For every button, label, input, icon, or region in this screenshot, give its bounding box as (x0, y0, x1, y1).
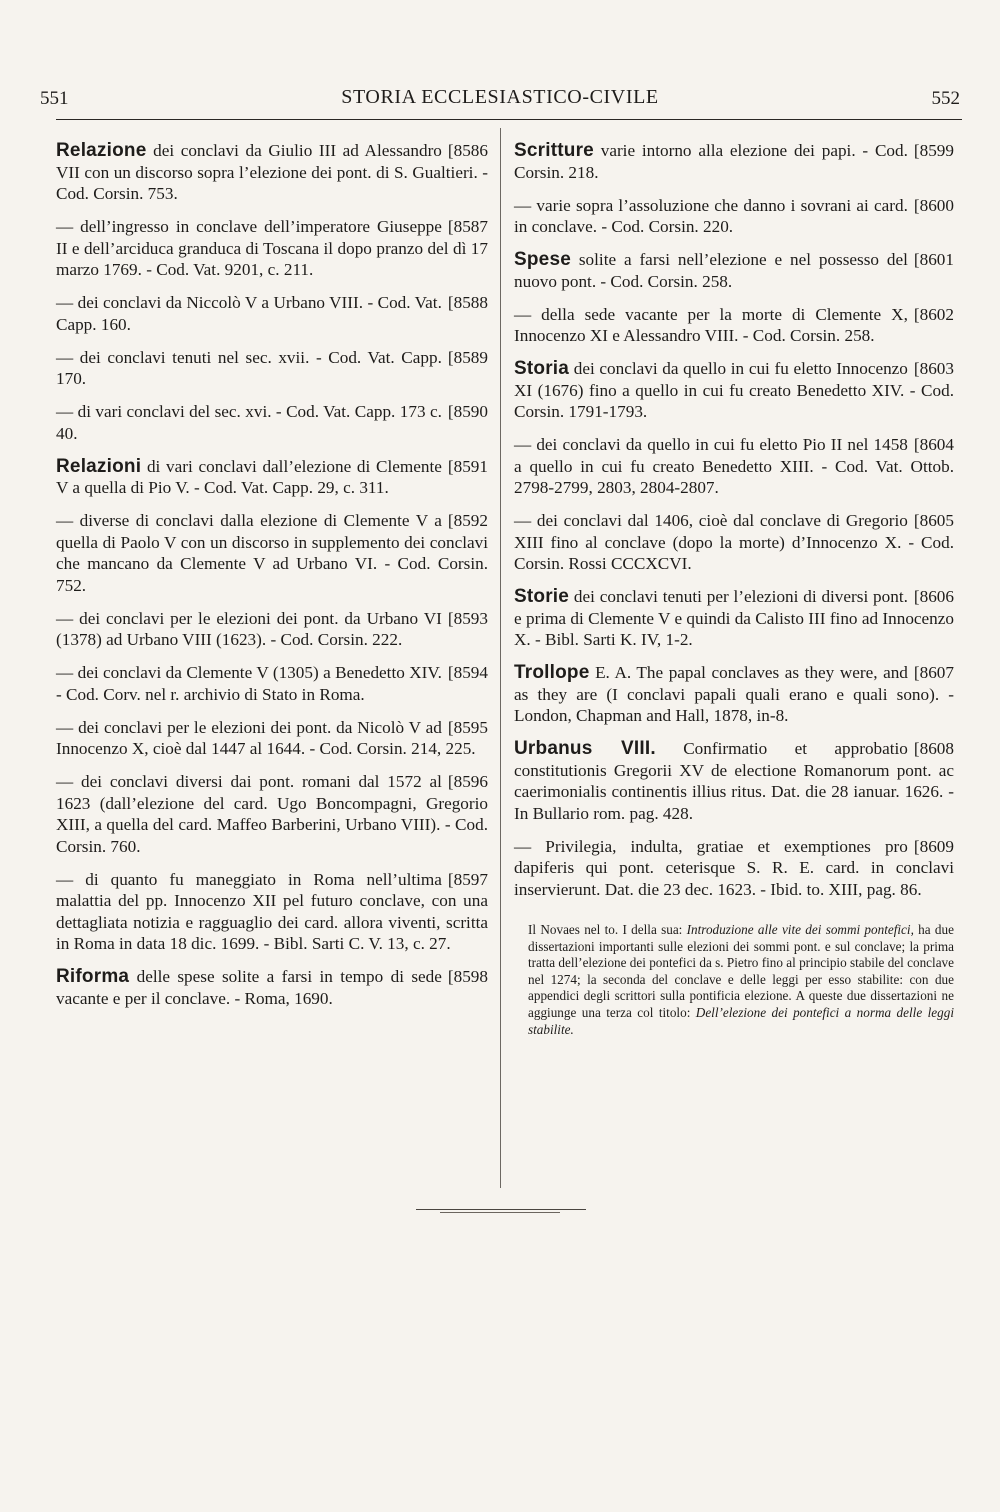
bibliography-entry (56, 347, 488, 390)
entry-text: — dei conclavi per le elezioni dei pont. da Urbano VI (1378) ad Urbano VIII (1623). - Cod. Corsin. 222. (56, 608, 442, 649)
entry-heading: Scritture (514, 140, 594, 161)
bibliography-entry (56, 608, 488, 651)
entry-number: [8601 (913, 250, 954, 269)
entry-text: varie intorno alla elezione dei papi. - Cod. Corsin. 218. (514, 141, 908, 182)
entry-text: — dei conclavi da quello in cui fu eletto Pio II nel 1458 a quello in cui fu creato Benedetto XIII. - Cod. Vat. Ottob. 2798-2799, 2803, 2804-2807. (514, 435, 954, 497)
entry-number: [8605 (913, 511, 954, 530)
closing-rule-short (440, 1212, 560, 1213)
bibliography-entry (56, 140, 488, 205)
right-column (514, 140, 954, 1038)
entry-heading: Storia (514, 358, 570, 379)
entry-number: [8598 (447, 967, 488, 986)
entry-number: [8593 (447, 608, 488, 628)
closing-rule (416, 1209, 586, 1210)
bibliography-entry (514, 140, 954, 183)
entry-text: — dei conclavi da Niccolò V a Urbano VIII. - Cod. Vat. Capp. 160. (56, 293, 442, 334)
entry-text: — dei conclavi da Clemente V (1305) a Benedetto XIV. - Cod. Corv. nel r. archivio di Stato in Roma. (56, 663, 442, 704)
bibliography-entry (514, 836, 954, 901)
entry-number: [8608 (913, 739, 954, 758)
bibliography-entry (56, 966, 488, 1009)
entry-text: dei conclavi tenuti per l’elezioni di diversi pont. e prima di Clemente V e quindi da Calisto III fino ad Innocenzo X. - Bibl. Sarti K. IV, 1-2. (514, 587, 954, 649)
footnote-text-1: Il Novaes nel to. I della sua: (528, 922, 687, 937)
entry-number: [8597 (447, 869, 488, 889)
bibliography-entry (514, 738, 954, 824)
entry-number: [8599 (913, 141, 954, 160)
bibliography-entry (56, 510, 488, 596)
entry-number: [8603 (913, 359, 954, 378)
entry-number: [8596 (447, 772, 488, 791)
bibliography-entry (56, 771, 488, 857)
entry-text: — Privilegia, indulta, gratiae et exemptiones pro dapiferis qui pont. ceterisque S. R. E. card. in conclavi inservierunt. Dat. die 23 dec. 1623. - Ibid. to. XIII, pag. 86. (514, 836, 954, 899)
entry-text: delle spese solite a farsi in tempo di sede vacante e per il conclave. - Roma, 1690. (56, 967, 442, 1008)
bibliography-entry (56, 216, 488, 281)
entry-text: — dei conclavi tenuti nel sec. xvii. - Cod. Vat. Capp. 170. (56, 347, 442, 388)
bibliography-entry (514, 249, 954, 292)
footnote-title-2: Dell’elezione dei pontefici a norma delle leggi stabilite. (528, 1004, 954, 1037)
entry-text: di vari conclavi dall’elezione di Clemente V a quella di Pio V. - Cod. Vat. Capp. 29, c. 311. (56, 456, 442, 497)
bibliography-entry (514, 195, 954, 238)
entry-text: — di vari conclavi del sec. xvi. - Cod. Vat. Capp. 173 c. 40. (56, 402, 442, 443)
page-number-left: 551 (40, 88, 69, 109)
entry-text: Confirmatio et approbatio constitutionis Gregorii XV de electione Romanorum pont. ac caerimonialis continentis illius ritus. Dat. die 28 ianuar. 1626. - In Bullario rom. pag. 428. (514, 739, 954, 823)
entry-heading: Urbanus VIII. (514, 738, 656, 759)
entry-heading: Trollope (514, 662, 590, 683)
entry-number: [8590 (447, 402, 488, 421)
entry-text: dei conclavi da Giulio III ad Alessandro VII con un discorso sopra l’elezione dei pont. di S. Gualtieri. - Cod. Corsin. 753. (56, 141, 488, 203)
footnote (514, 922, 954, 1038)
entry-heading: Storie (514, 586, 570, 607)
entry-text: — dei conclavi dal 1406, cioè dal conclave di Gregorio XIII fino al conclave (dopo la morte) d’Innocenzo X. - Cod. Corsin. Rossi CCCXCVI. (514, 511, 954, 573)
bibliography-entry (56, 869, 488, 955)
entry-number: [8587 (447, 217, 488, 236)
entry-number: [8607 (913, 663, 954, 682)
bibliography-entry (56, 456, 488, 499)
running-title: STORIA ECCLESIASTICO-CIVILE (341, 86, 659, 108)
entry-heading: Relazioni (56, 455, 142, 477)
entry-text: — dei conclavi per le elezioni dei pont. da Nicolò V ad Innocenzo X, cioè dal 1447 al 1644. - Cod. Corsin. 214, 225. (56, 717, 476, 758)
bibliography-entry (514, 358, 954, 423)
entry-text: solite a farsi nell’elezione e nel possesso del nuovo pont. - Cod. Corsin. 258. (514, 250, 908, 291)
bibliography-entry (56, 401, 488, 444)
footnote-text-2: ha due dissertazioni importanti sulle elezioni dei sommi pont. e sul conclave; la prima tratta dell’elezione dei pontefici da s. Pietro fino al principio stabile del conclave nel 1274; la seconda del conclave e delle leggi per esso stabilite: con due appendici degli scrittori sulla pontificia elezione. A queste due dissertazioni ne aggiunge una terza col titolo: (528, 922, 954, 1020)
entry-heading: Spese (514, 249, 571, 270)
entry-text: — della sede vacante per la morte di Clemente X, Innocenzo XI e Alessandro VIII. - Cod. Corsin. 258. (514, 304, 908, 345)
entry-number: [8600 (913, 195, 954, 215)
entry-heading: Riforma (56, 966, 130, 987)
entry-number: [8602 (913, 304, 954, 324)
entry-number: [8588 (447, 293, 488, 312)
entry-number: [8604 (913, 435, 954, 454)
bibliography-entry (514, 304, 954, 347)
entry-heading: Relazione (56, 140, 147, 161)
footnote-title-1: Introduzione alle vite dei sommi pontefici, (686, 922, 914, 937)
entry-text: — dell’ingresso in conclave dell’imperatore Giuseppe II e dell’arciduca granduca di Toscana il dopo pranzo del dì 17 marzo 1769. - Cod. Vat. 9201, c. 211. (56, 217, 488, 279)
entry-number: [8606 (913, 587, 954, 606)
header-rule (56, 119, 962, 120)
running-header (40, 84, 960, 116)
entry-number: [8586 (447, 141, 488, 160)
bibliography-entry (514, 586, 954, 651)
entry-number: [8609 (913, 836, 954, 856)
right-column-entries (514, 140, 954, 900)
bibliography-entry (56, 292, 488, 335)
bibliography-entry (514, 434, 954, 499)
bibliography-entry (514, 510, 954, 575)
entry-text: — di quanto fu maneggiato in Roma nell’ultima malattia del pp. Innocenzo XII pel futuro conclave, con una dettagliata notizia e ragguaglio dei card. allora viventi, scritta in Roma in data 18 dic. 1699. - Bibl. Sarti C. V. 13, c. 27. (56, 869, 488, 953)
entry-number: [8592 (447, 511, 488, 530)
bibliography-entry (56, 662, 488, 705)
entry-number: [8591 (447, 456, 488, 476)
left-column (56, 140, 488, 1021)
entry-text: — dei conclavi diversi dai pont. romani dal 1572 al 1623 (dall’elezione del card. Ugo Boncompagni, Gregorio XIII, a quella del card. Maffeo Barberini, Urbano VIII). - Cod. Corsin. 760. (56, 772, 488, 856)
entry-number: [8595 (447, 717, 488, 737)
entry-text: — varie sopra l’assoluzione che danno i sovrani ai card. in conclave. - Cod. Corsin. 220. (514, 195, 908, 236)
entry-text: — diverse di conclavi dalla elezione di Clemente V a quella di Paolo V con un discorso in supplemento dei conclavi che mancano da Clemente V ad Urbano VI. - Cod. Corsin. 752. (56, 511, 488, 595)
entry-text: E. A. The papal conclaves as they were, and as they are (I conclavi papali quali erano e quali sono). - London, Chapman and Hall, 1878, in-8. (514, 663, 954, 725)
entry-number: [8594 (447, 663, 488, 682)
column-divider (500, 128, 501, 1188)
bibliography-entry (514, 662, 954, 727)
entry-number: [8589 (447, 347, 488, 367)
bibliography-entry (56, 717, 488, 760)
entry-text: dei conclavi da quello in cui fu eletto Innocenzo XI (1676) fino a quello in cui fu creato Benedetto XIV. - Cod. Corsin. 1791-1793. (514, 359, 954, 421)
page-number-right: 552 (931, 88, 960, 109)
